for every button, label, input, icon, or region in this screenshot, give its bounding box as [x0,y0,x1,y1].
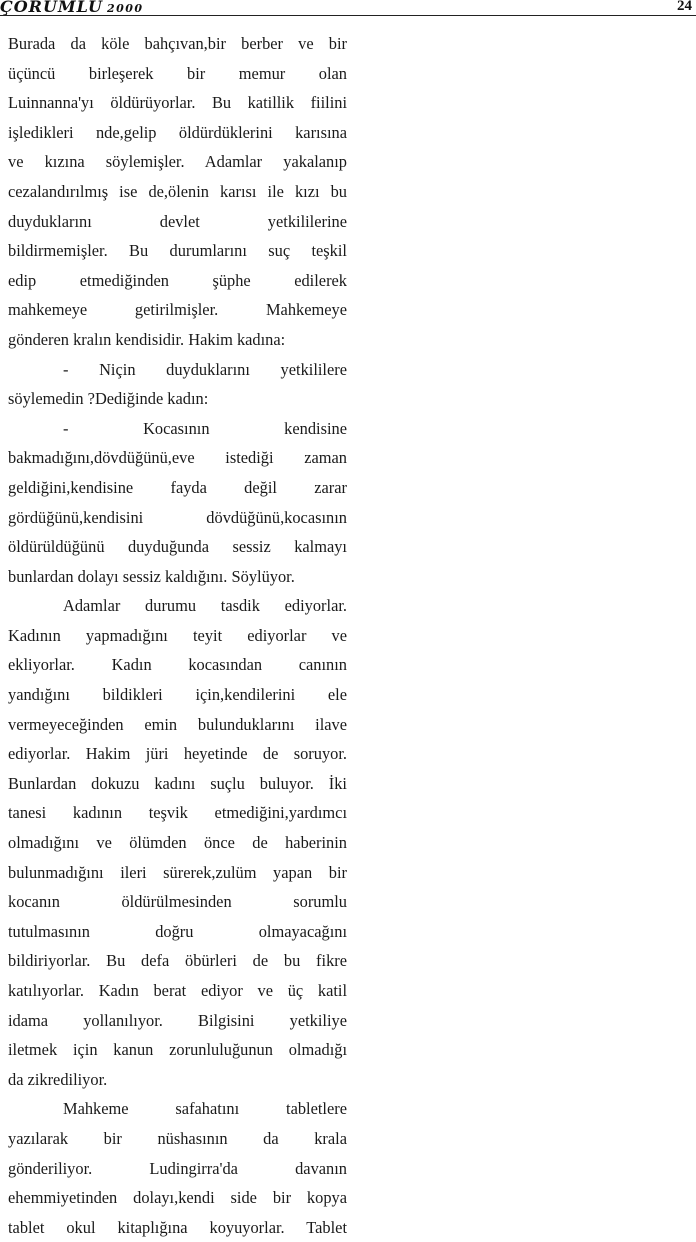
text-line: Adamlar durumu tasdik ediyorlar. [63,596,347,616]
text-line: - Kocasının kendisine [63,418,347,438]
text-line: mahkemeye getirilmişler. Mahkemeye [8,300,347,320]
text-line: vermeyeceğinden emin bulunduklarını ilave [8,714,347,734]
text-line: ediyorlar. Hakim jüri heyetinde de soruyor. [8,744,347,764]
page-number: 24 [677,0,692,14]
masthead-year: 2000 [106,2,144,15]
text-line: cezalandırılmış ise de,ölenin karısı ile kızı bu [8,181,347,201]
masthead [0,0,144,16]
text-line: Bunlardan dokuzu kadını suçlu buluyor. İki [8,773,347,793]
text-line: yandığını bildikleri için,kendilerini ele [8,685,347,705]
text-line: Luinnanna'yı öldürüyorlar. Bu katillik fiilini [8,93,347,113]
text-line: katılıyorlar. Kadın berat ediyor ve üç katil [8,981,347,1000]
text-line: idama yollanılıyor. Bilgisini yetkiliye [8,1010,347,1030]
text-line: Mahkeme safahatını tabletlere [63,1099,347,1119]
text-line: edip etmediğinden şüphe edilerek [8,270,347,290]
text-line: bakmadığını,dövdüğünü,eve istediği zaman [8,448,347,468]
text-line: duyduklarını devlet yetkililerine [8,211,347,231]
text-line: Burada da köle bahçıvan,bir berber ve bir [8,34,347,53]
header-rule [0,15,696,16]
text-line: gördüğünü,kendisini dövdüğünü,kocasının [8,507,347,527]
text-line: ve kızına söylemişler. Adamlar yakalanıp [8,152,347,172]
text-line: tutulmasının doğru olmayacağını [8,921,347,941]
text-line: olmadığını ve ölümden önce de haberinin [8,833,347,853]
text-line: öldürüldüğünü duyduğunda sessiz kalmayı [8,537,347,557]
text-line: kocanın öldürülmesinden sorumlu [8,892,347,912]
text-line: işledikleri nde,gelip öldürdüklerini karısına [8,122,347,142]
text-line: iletmek için kanun zorunluluğunun olmadığı [8,1040,347,1060]
text-line: geldiğini,kendisine fayda değil zarar [8,477,347,497]
text-line: ekliyorlar. Kadın kocasından canının [8,655,347,675]
text-line: Kadının yapmadığını teyit ediyorlar ve [8,625,347,645]
text-line: ehemmiyetinden dolayı,kendi side bir kopya [8,1188,347,1208]
text-line: bildirmemişler. Bu durumlarını suç teşkil [8,241,347,261]
text-line: yazılarak bir nüshasının da krala [8,1128,347,1148]
text-line: gönderen kralın kendisidir. Hakim kadına: [8,329,286,349]
text-line: - Niçin duyduklarını yetkililere [63,359,347,379]
text-line: tablet okul kitaplığına koyuyorlar. Tablet [8,1217,347,1237]
text-line: tanesi kadının teşvik etmediğini,yardımcı [8,803,347,823]
text-line: bulunmadığını ileri sürerek,zulüm yapan bir [8,862,347,882]
text-line: bunlardan dolayı sessiz kaldığını. Söylüyor. [8,566,295,586]
text-line: gönderiliyor. Ludingirra'da davanın [8,1158,347,1178]
masthead-title: ÇORUMLU [0,0,103,16]
text-line: bildiriyorlar. Bu defa öbürleri de bu fikre [8,951,347,971]
text-line: söylemedin ?Dediğinde kadın: [8,389,209,409]
page-header [0,0,696,18]
text-line: da zikrediliyor. [8,1069,108,1089]
text-line: üçüncü birleşerek bir memur olan [8,63,347,83]
text-column [8,29,347,1242]
